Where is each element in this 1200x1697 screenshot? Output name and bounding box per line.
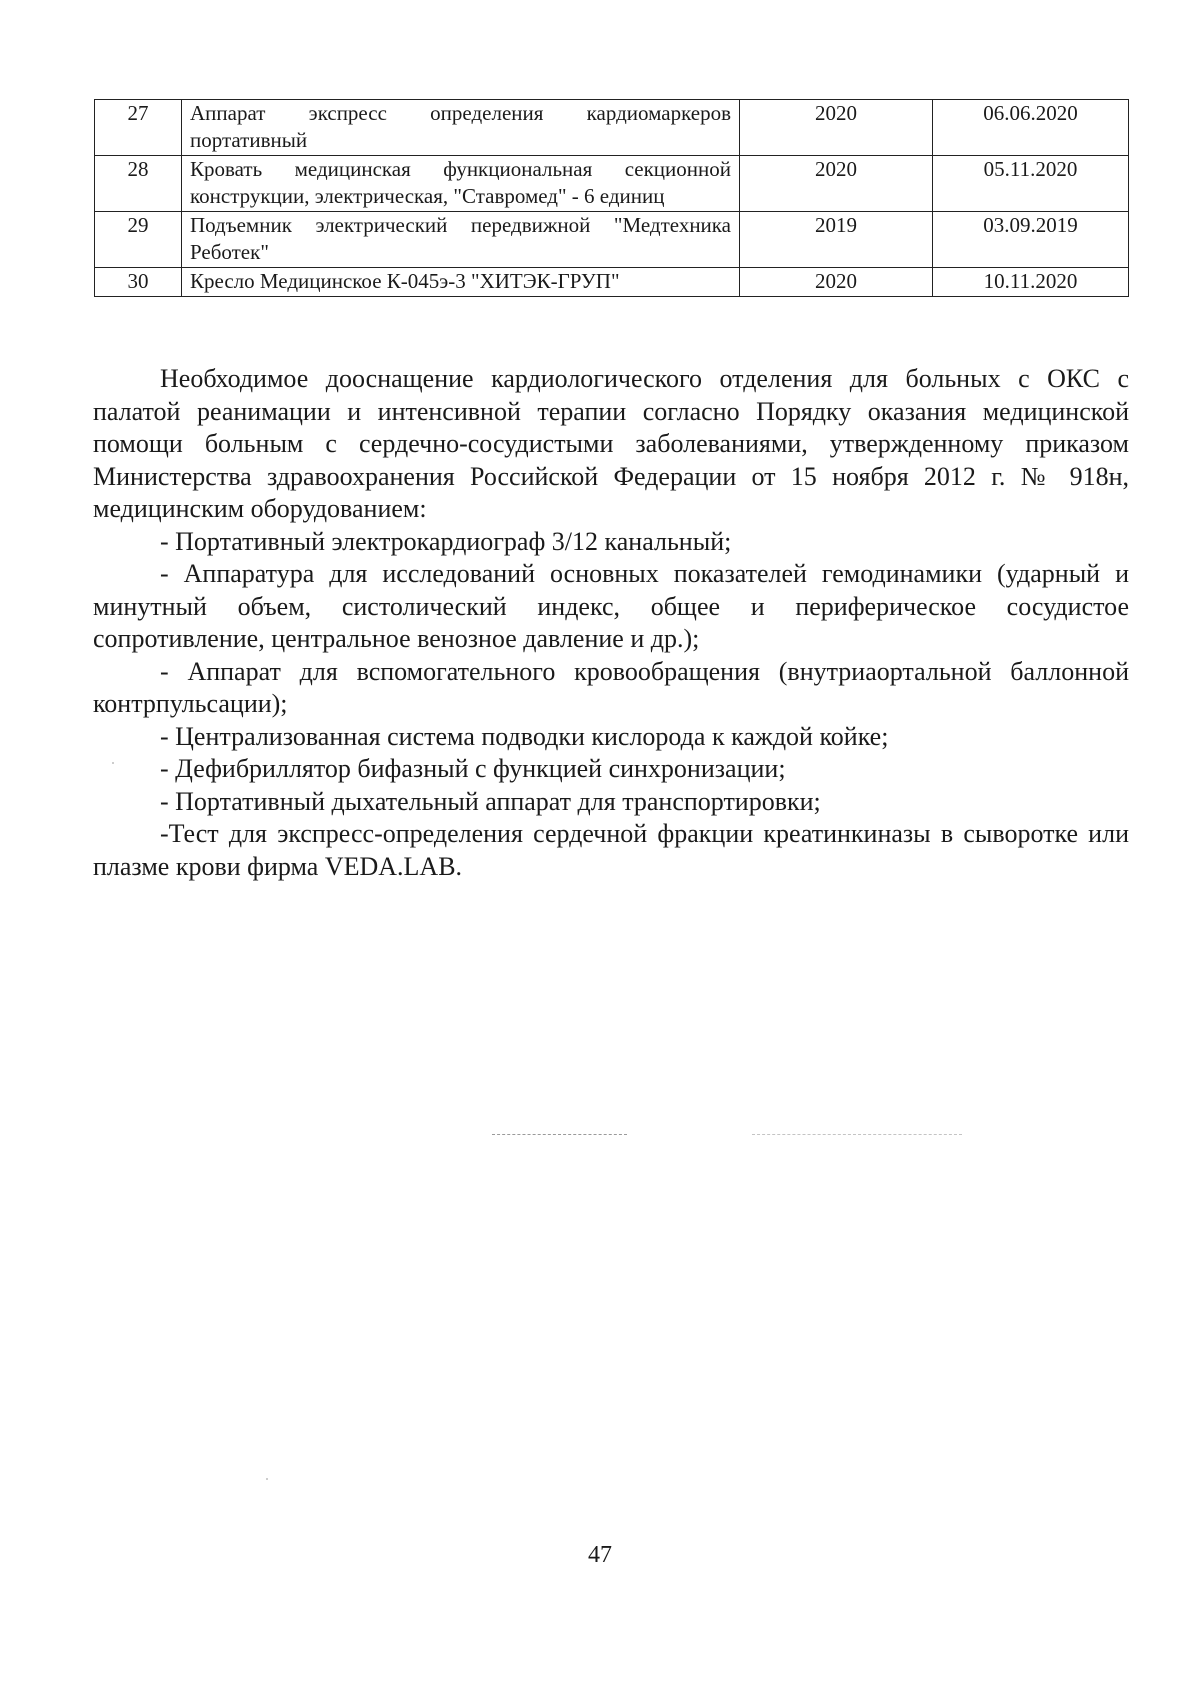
scan-artifact-line [492, 1134, 627, 1135]
equipment-item: - Портативный дыхательный аппарат для транспортировки; [160, 786, 821, 816]
table-row [95, 268, 1129, 297]
equipment-date: 06.06.2020 [933, 100, 1129, 156]
equipment-year: 2020 [740, 156, 933, 212]
equipment-year: 2020 [740, 100, 933, 156]
equipment-date: 10.11.2020 [933, 268, 1129, 297]
scan-speck [266, 1478, 268, 1480]
table-row [95, 100, 1129, 156]
equipment-item: - Дефибриллятор бифазный с функцией синхронизации; [160, 754, 786, 783]
row-number: 29 [95, 212, 182, 268]
intro-paragraph: Необходимое дооснащение кардиологического отделения для больных с ОКС с палатой реанимации и интенсивной терапии согласно Порядку оказания медицинской помощи больным с сердечно-сосудистыми заболеваниями, утвержденному приказом Министерства здравоохранения Российской Федерации от 15 ноября 2012 г. № 918н, медицинским оборудованием: [93, 364, 1129, 523]
equipment-date: 03.09.2019 [933, 212, 1129, 268]
row-number: 28 [95, 156, 182, 212]
equipment-item: - Портативный электрокардиограф 3/12 канальный; [160, 526, 732, 556]
equipment-name: Аппарат экспресс определения кардиомаркеров портативный [182, 100, 740, 156]
scan-speck [112, 762, 114, 764]
equipment-item: - Аппаратура для исследований основных показателей гемодинамики (ударный и минутный объем, систолический индекс, общее и периферическое сосудистое сопротивление, центральное венозное давление и др.); [93, 559, 1129, 653]
equipment-year: 2020 [740, 268, 933, 297]
row-number: 30 [95, 268, 182, 297]
equipment-item: - Аппарат для вспомогательного кровообращения (внутриаортальной баллонной контрпульсации); [93, 656, 1129, 718]
equipment-date: 05.11.2020 [933, 156, 1129, 212]
table-row [95, 212, 1129, 268]
equipment-table [94, 99, 1129, 297]
row-number: 27 [95, 100, 182, 156]
equipment-year: 2019 [740, 212, 933, 268]
equipment-item: -Тест для экспресс-определения сердечной фракции креатинкиназы в сыворотке или плазме крови фирма VEDA.LAB. [93, 819, 1129, 881]
body-text [93, 363, 1129, 883]
scan-artifact-line [752, 1134, 962, 1135]
equipment-item: - Централизованная система подводки кислорода к каждой койке; [160, 721, 889, 751]
page-number: 47 [588, 1542, 612, 1568]
equipment-name: Кресло Медицинское К-045э-3 "ХИТЭК-ГРУП" [182, 268, 740, 297]
equipment-name: Подъемник электрический передвижной "Медтехника Реботек" [182, 212, 740, 268]
table-row [95, 156, 1129, 212]
equipment-name: Кровать медицинская функциональная секционной конструкции, электрическая, "Ставромед" - 6 единиц [182, 156, 740, 212]
